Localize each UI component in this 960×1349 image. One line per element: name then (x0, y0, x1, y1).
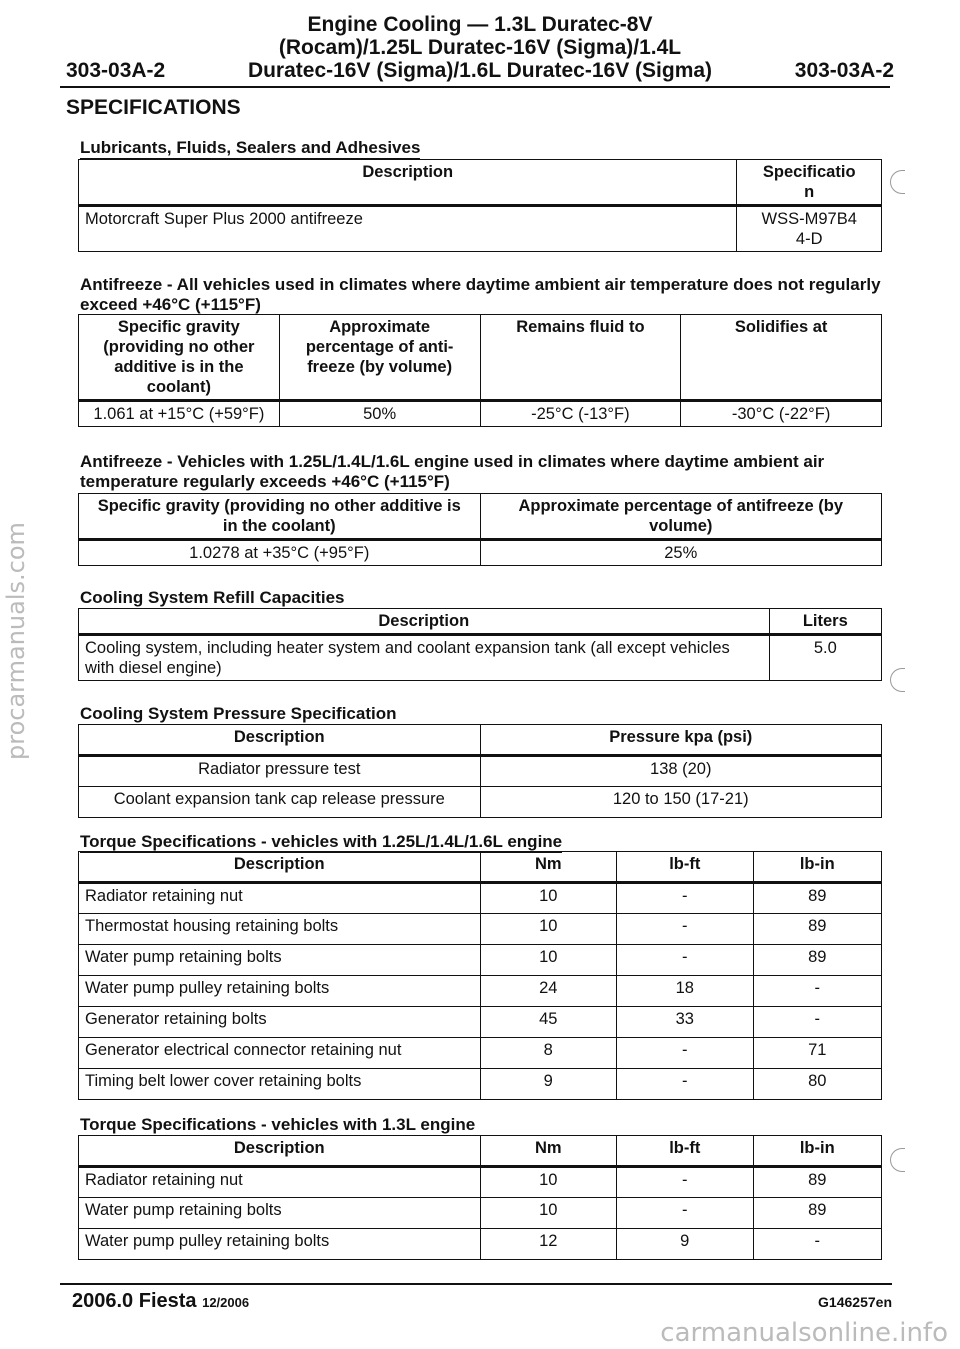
table-cell: - (617, 883, 754, 914)
table-header-cell: lb-ft (617, 852, 754, 883)
antifreeze-hot-caption (80, 452, 890, 492)
table-header-row (79, 315, 882, 401)
table-cell: Radiator retaining nut (79, 883, 481, 914)
table-row (79, 635, 882, 681)
table-header-cell: Pressure kpa (psi) (480, 725, 882, 756)
table-row (79, 206, 882, 252)
torque-13-caption-text: Torque Specifications - vehicles with 1.3L engine (80, 1115, 476, 1134)
table-header-cell: lb-ft (617, 1136, 754, 1167)
table-cell: 5.0 (769, 635, 881, 681)
table-header-row (79, 725, 882, 756)
table-header-cell: Description (79, 852, 481, 883)
table-cell: - (617, 1038, 754, 1069)
antifreeze-hot-caption-text: Antifreeze - Vehicles with 1.25L/1.4L/1.6L engine used in climates where daytime ambient air temperature regularly exceeds +46°C (+115°F) (80, 452, 825, 491)
table-cell: 89 (753, 1167, 881, 1198)
table-cell: 1.061 at +15°C (+59°F) (79, 401, 280, 427)
table-cell: 18 (617, 976, 754, 1007)
table-header-cell: Liters (769, 609, 881, 635)
page-code-left: 303-03A-2 (66, 59, 166, 82)
table-header-row (79, 1136, 882, 1167)
table-header-cell: Description (79, 1136, 481, 1167)
table-row (79, 945, 882, 976)
table-cell: -25°C (-13°F) (480, 401, 681, 427)
table-row (79, 1198, 882, 1229)
refill-caption (80, 588, 890, 608)
pressure-caption (80, 704, 890, 724)
antifreeze-all-caption-text: Antifreeze - All vehicles used in climates where daytime ambient air temperature does not regularly exceed +46°C (+115°F) (80, 275, 881, 314)
table-header-cell: Specific gravity (providing no other additive is in the coolant) (79, 315, 280, 401)
antifreeze-all-caption (80, 275, 890, 315)
table-row (79, 756, 882, 787)
table-cell: 10 (480, 883, 617, 914)
table-cell: Generator retaining bolts (79, 1007, 481, 1038)
table-cell: 10 (480, 1167, 617, 1198)
pressure-table (78, 724, 882, 818)
table-cell: Water pump pulley retaining bolts (79, 976, 481, 1007)
table-cell: 9 (480, 1069, 617, 1100)
table-cell: 71 (753, 1038, 881, 1069)
table-header-cell: Approximate percentage of antifreeze (by volume) (480, 494, 882, 540)
table-cell: 12 (480, 1229, 617, 1260)
table-header-row (79, 160, 882, 206)
table-cell: 50% (279, 401, 480, 427)
table-cell: Motorcraft Super Plus 2000 antifreeze (79, 206, 737, 252)
footer-date: 12/2006 (202, 1295, 250, 1310)
table-header-cell: Specific gravity (providing no other additive is in the coolant) (79, 494, 481, 540)
table-cell: 33 (617, 1007, 754, 1038)
table-cell: Water pump pulley retaining bolts (79, 1229, 481, 1260)
table-cell: 89 (753, 883, 881, 914)
table-cell: - (617, 1198, 754, 1229)
side-watermark: procarmanuals.com (2, 522, 30, 760)
table-cell: Coolant expansion tank cap release pressure (79, 787, 481, 818)
table-header-row (79, 852, 882, 883)
antifreeze-all-table (78, 314, 882, 427)
table-cell: 10 (480, 945, 617, 976)
header-rule (60, 86, 890, 88)
torque-16-caption-text: Torque Specifications - vehicles with 1.25L/1.4L/1.6L engine (80, 832, 563, 851)
table-cell: Generator electrical connector retaining nut (79, 1038, 481, 1069)
table-header-row (79, 494, 882, 540)
table-cell: 10 (480, 1198, 617, 1229)
table-row (79, 787, 882, 818)
antifreeze-hot-table (78, 493, 882, 566)
table-row (79, 1069, 882, 1100)
table-cell: - (753, 1007, 881, 1038)
margin-bracket-mark (890, 170, 905, 194)
table-cell: - (753, 1229, 881, 1260)
table-row (79, 401, 882, 427)
table-cell: Timing belt lower cover retaining bolts (79, 1069, 481, 1100)
footer-rule (60, 1283, 892, 1285)
table-cell: 1.0278 at +35°C (+95°F) (79, 540, 481, 566)
table-cell: WSS-M97B4 4-D (737, 206, 882, 252)
table-header-cell: Description (79, 725, 481, 756)
margin-bracket-mark-2 (890, 668, 905, 692)
table-cell: 24 (480, 976, 617, 1007)
table-cell: 138 (20) (480, 756, 882, 787)
header-title-line2: (Rocam)/1.25L Duratec-16V (Sigma)/1.4L (278, 36, 682, 59)
table-cell: 10 (480, 914, 617, 945)
table-header-cell: Nm (480, 1136, 617, 1167)
table-header-cell: Specificatio n (737, 160, 882, 206)
table-cell: - (753, 976, 881, 1007)
torque-16-table (78, 851, 882, 1100)
table-cell: -30°C (-22°F) (681, 401, 882, 427)
table-header-cell: Remains fluid to (480, 315, 681, 401)
table-cell: 80 (753, 1069, 881, 1100)
table-cell: 9 (617, 1229, 754, 1260)
table-cell: Water pump retaining bolts (79, 945, 481, 976)
refill-caption-text: Cooling System Refill Capacities (80, 588, 345, 607)
page-code-right: 303-03A-2 (794, 59, 894, 82)
table-row (79, 914, 882, 945)
table-header-cell: Approximate percentage of anti- freeze (by volume) (279, 315, 480, 401)
table-cell: Radiator pressure test (79, 756, 481, 787)
lubricants-caption (80, 138, 890, 158)
pressure-caption-text: Cooling System Pressure Specification (80, 704, 397, 723)
lubricants-table (78, 159, 882, 252)
header-title-line1: Engine Cooling — 1.3L Duratec-8V (307, 13, 653, 36)
table-cell: - (617, 1069, 754, 1100)
table-row (79, 540, 882, 566)
table-cell: 8 (480, 1038, 617, 1069)
table-cell: Radiator retaining nut (79, 1167, 481, 1198)
refill-table (78, 608, 882, 681)
table-cell: 89 (753, 914, 881, 945)
footer-model-text: 2006.0 Fiesta (72, 1290, 197, 1312)
table-cell: 120 to 150 (17-21) (480, 787, 882, 818)
table-row (79, 1038, 882, 1069)
table-row (79, 976, 882, 1007)
margin-bracket-mark-3 (890, 1148, 905, 1172)
table-header-cell: Nm (480, 852, 617, 883)
section-title: SPECIFICATIONS (66, 96, 241, 119)
table-cell: 89 (753, 1198, 881, 1229)
table-header-cell: Solidifies at (681, 315, 882, 401)
table-header-cell: Description (79, 609, 770, 635)
lubricants-caption-text: Lubricants, Fluids, Sealers and Adhesives (80, 138, 421, 157)
table-cell: - (617, 945, 754, 976)
table-cell: - (617, 914, 754, 945)
torque-16-caption (80, 832, 890, 852)
table-header-cell: lb-in (753, 852, 881, 883)
table-cell: - (617, 1167, 754, 1198)
table-row (79, 883, 882, 914)
table-header-row (79, 609, 882, 635)
table-cell: 45 (480, 1007, 617, 1038)
header-title-line3: Duratec-16V (Sigma)/1.6L Duratec-16V (Sigma) (247, 59, 713, 82)
table-cell: 89 (753, 945, 881, 976)
table-header-cell: Description (79, 160, 737, 206)
torque-13-caption (80, 1115, 890, 1135)
table-header-cell: lb-in (753, 1136, 881, 1167)
torque-13-table (78, 1135, 882, 1260)
table-cell: 25% (480, 540, 882, 566)
footer-code: G146257en (818, 1294, 892, 1310)
table-row (79, 1007, 882, 1038)
table-row (79, 1167, 882, 1198)
footer-model (72, 1290, 249, 1313)
table-row (79, 1229, 882, 1260)
table-cell: Water pump retaining bolts (79, 1198, 481, 1229)
table-cell: Thermostat housing retaining bolts (79, 914, 481, 945)
bottom-watermark: carmanualsonline.info (660, 1318, 948, 1348)
table-cell: Cooling system, including heater system and coolant expansion tank (all except vehicles with diesel engine) (79, 635, 770, 681)
